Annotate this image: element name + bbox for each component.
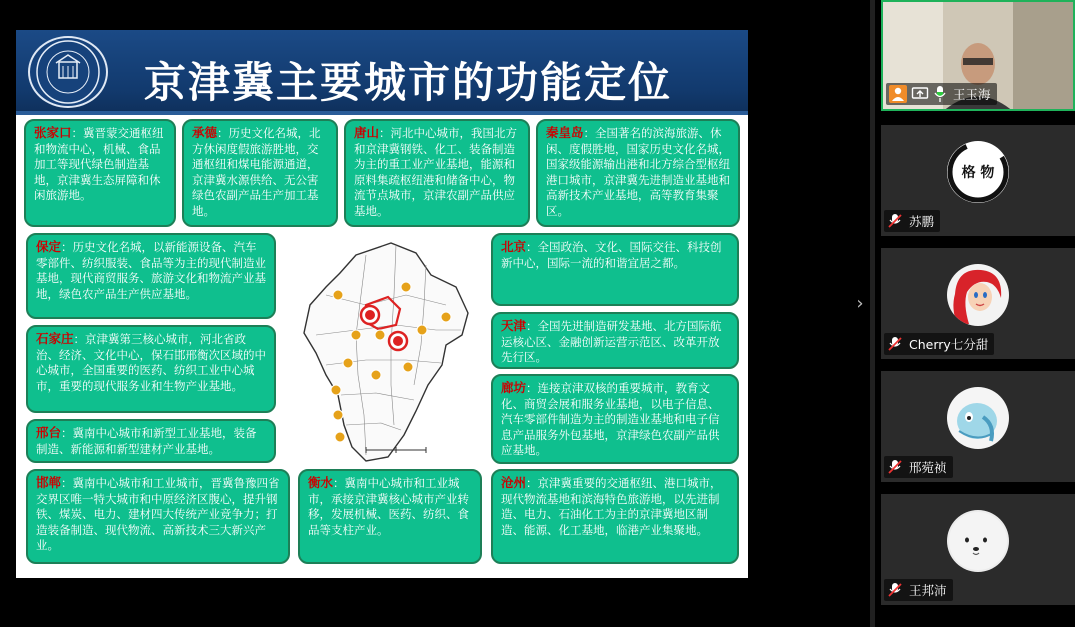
avatar-calligraphy: 格 物 xyxy=(961,165,995,181)
slide-header xyxy=(16,30,748,115)
microphone-muted-icon xyxy=(887,582,903,598)
city-name: 唐山 xyxy=(354,125,380,140)
microphone-muted-icon xyxy=(887,459,903,475)
city-name: 保定 xyxy=(36,239,62,254)
card-hengshui xyxy=(298,469,482,564)
participant-name: 王邦沛 xyxy=(909,583,947,598)
card-tianjin xyxy=(491,312,739,369)
participant-name: 王玉海 xyxy=(953,87,991,102)
card-baoding xyxy=(26,233,276,319)
city-description: ：京津冀重要的交通枢纽、港口城市，现代物流基地和滨海特色旅游地，以先进制造、电力、石油化工为主的京津冀地区制造、能源、化工基地，临港产业集聚地。 xyxy=(501,476,722,537)
city-name: 秦皇岛 xyxy=(546,125,584,140)
city-description: ：河北中心城市，我国北方和京津冀钢铁、化工、装备制造为主的重工业产业基地，能源和原料集疏枢纽港和储备中心，物流节点城市，京津农副产品供应基地。 xyxy=(354,126,518,218)
participant-name: Cherry七分甜 xyxy=(909,337,989,352)
city-description: ：冀南中心城市和工业城市，承接京津冀核心城市产业转移，发展机械、医药、纺织、食品等支柱产业。 xyxy=(308,476,469,537)
city-name: 张家口 xyxy=(34,125,72,140)
card-qinhuangdao xyxy=(536,119,740,227)
participant-tile[interactable] xyxy=(881,0,1075,111)
slide-title: 京津冀主要城市的功能定位 xyxy=(144,58,673,107)
participant-name-bar xyxy=(884,456,953,478)
participant-name: 苏鹏 xyxy=(909,214,935,229)
participant-tile[interactable] xyxy=(881,494,1075,605)
white-dog-avatar xyxy=(947,510,1009,572)
card-tangshan xyxy=(344,119,530,227)
city-name: 天津 xyxy=(501,318,527,333)
card-langfang xyxy=(491,374,739,464)
share-screen-icon xyxy=(911,85,929,103)
city-name: 承德 xyxy=(192,125,218,140)
city-name: 沧州 xyxy=(501,475,527,490)
university-seal-icon xyxy=(30,38,106,106)
card-cangzhou xyxy=(491,469,739,564)
city-description: ：冀南中心城市和工业城市，晋冀鲁豫四省交界区唯一特大城市和中原经济区腹心，提升钢铁、煤炭、电力、建材四大传统产业竞争力；打造装备制造、现代物流、高新技术三大新兴产业。 xyxy=(36,476,280,552)
card-handan xyxy=(26,469,290,564)
city-description: ：历史文化名城，北方休闲度假旅游胜地，交通枢纽和煤电能源通道，京津冀水源供给、无公害绿色农副产品生产加工基地。 xyxy=(192,126,321,218)
city-description: ：京津冀第三核心城市，河北省政治、经济、文化中心，保石邯邢衡次区域的中心城市，全国重要的医药、纺织工业中心城市，重要的现代服务业和生物产业基地。 xyxy=(36,332,266,393)
microphone-muted-icon xyxy=(887,213,903,229)
city-description: ：历史文化名城，以新能源设备、汽车零部件、纺织服装、食品等为主的现代制造业基地，现代商贸服务、旅游文化和物流产业基地，绿色农产品生产供应基地。 xyxy=(36,240,266,301)
participant-tile[interactable] xyxy=(881,248,1075,359)
microphone-muted-icon xyxy=(887,336,903,352)
city-name: 北京 xyxy=(501,239,527,254)
participant-tile[interactable] xyxy=(881,371,1075,482)
city-name: 廊坊 xyxy=(501,380,527,395)
cartoon-animal-avatar xyxy=(947,387,1009,449)
microphone-icon xyxy=(933,85,947,103)
city-description: ：全国政治、文化、国际交往、科技创新中心，国际一流的和谐宜居之都。 xyxy=(501,240,722,270)
card-zhangjiakou xyxy=(24,119,176,227)
region-outline xyxy=(304,243,468,461)
ink-character-avatar xyxy=(947,141,1009,203)
panel-divider[interactable] xyxy=(870,0,875,627)
participant-name-bar xyxy=(884,210,940,232)
jingjinji-map xyxy=(296,235,496,465)
city-name: 石家庄 xyxy=(36,331,74,346)
participant-name-bar xyxy=(884,579,953,601)
participant-name-bar xyxy=(886,83,997,105)
shared-slide xyxy=(16,30,748,578)
city-name: 邢台 xyxy=(36,425,62,440)
card-chengde xyxy=(182,119,338,227)
collapse-panel-button[interactable]: › xyxy=(856,293,864,314)
city-name: 衡水 xyxy=(308,475,334,490)
city-description: ：连接京津双核的重要城市，教育文化、商贸会展和服务业基地，以电子信息、汽车零部件制造为主的制造业基地和电子信息产品服务外包基地，京津绿色农副产品供应基地。 xyxy=(501,381,720,457)
mermaid-avatar xyxy=(947,264,1009,326)
city-description: ：冀晋蒙交通枢纽和物流中心，机械、食品加工等现代绿色制造基地，京津冀生态屏障和休闲旅游地。 xyxy=(34,126,164,202)
participant-name: 邢菀祯 xyxy=(909,460,947,475)
city-description: ：冀南中心城市和新型工业基地，装备制造、新能源和新型建材产业基地。 xyxy=(36,426,257,456)
participant-tile[interactable] xyxy=(881,125,1075,236)
participant-name-bar xyxy=(884,333,994,355)
city-description: ：全国先进制造研发基地、北方国际航运核心区、金融创新运营示范区、改革开放先行区。 xyxy=(501,319,722,364)
university-logo xyxy=(28,36,108,108)
person-icon xyxy=(889,85,907,103)
city-description: ：全国著名的滨海旅游、休闲、度假胜地，国家历史文化名城，国家级能源输出港和北方综合型枢纽港口城市，京津冀先进制造业基地和高新技术产业基地，高等教育集聚区。 xyxy=(546,126,730,218)
card-beijing xyxy=(491,233,739,306)
city-name: 邯郸 xyxy=(36,475,62,490)
card-shijiazhuang xyxy=(26,325,276,413)
card-xingtai xyxy=(26,419,276,463)
